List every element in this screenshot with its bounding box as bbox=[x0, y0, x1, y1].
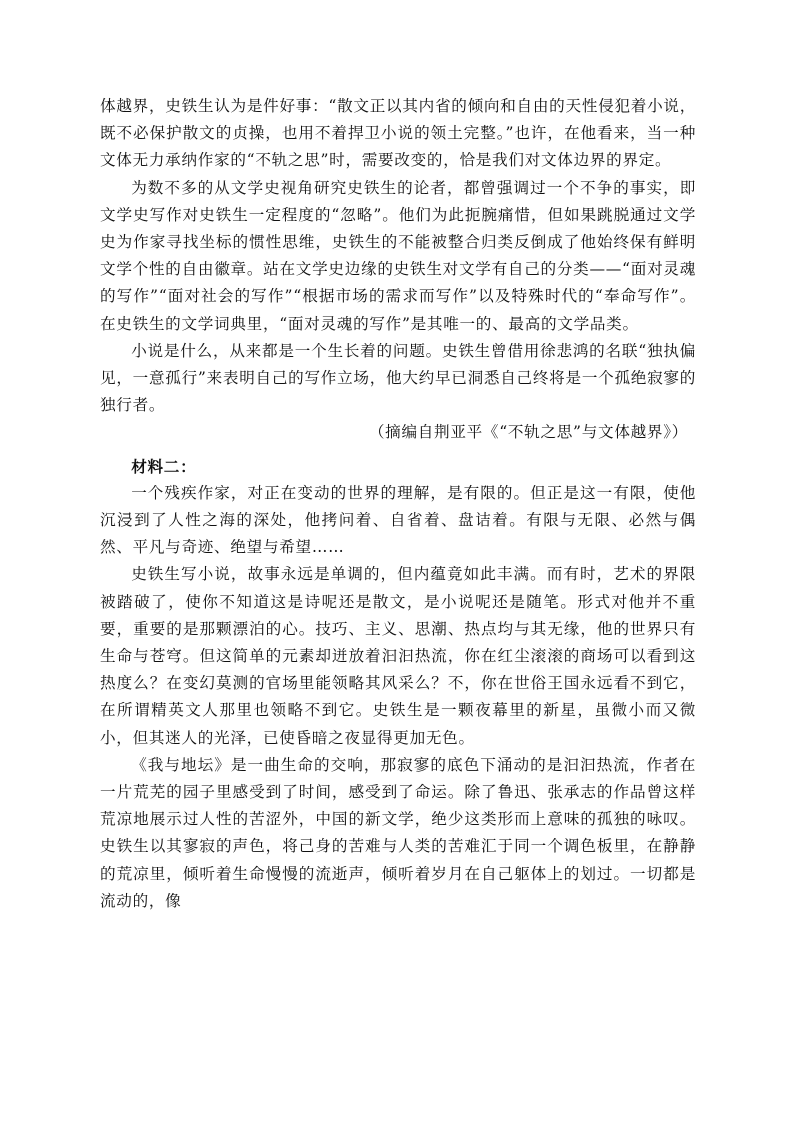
material-two-paragraph-2: 史铁生写小说，故事永远是单调的，但内蕴竟如此丰满。而有时，艺术的界限被踏破了，使你不知道这是诗呢还是散文，是小说呢还是随笔。形式对他并不重要，重要的是那颗漂泊的心。技巧、主义、思潮、热点均与其无缘，他的世界只有生命与苍穹。但这简单的元素却迸放着汩汩热流，你在红尘滚滚的商场可以看到这热度么？在变幻莫测的官场里能领略其风采么？不，你在世俗王国永远看不到它，在所谓精英文人那里也领略不到它。史铁生是一颗夜幕里的新星，虽微小而又微小，但其迷人的光泽，已使昏暗之夜显得更加无色。 bbox=[100, 565, 696, 747]
material-one-paragraph-1: 体越界，史铁生认为是件好事：“散文正以其内省的倾向和自由的天性侵犯着小说，既不必保护散文的贞操，也用不着捍卫小说的领土完整。”也许，在他看来，当一种文体无力承纳作家的“不轨之思”时，需要改变的，恰是我们对文体边界的界定。 bbox=[100, 97, 696, 170]
material-one-source-citation: （摘编自荆亚平《“不轨之思”与文体越界》） bbox=[368, 423, 688, 442]
document-body bbox=[100, 93, 696, 915]
material-two-heading: 材料二： bbox=[131, 456, 197, 476]
material-two-paragraph-1: 一个残疾作家，对正在变动的世界的理解，是有限的。但正是这一有限，使他沉浸到了人性之海的深处，他拷问着、自省着、盘诘着。有限与无限、必然与偶然、平凡与奇迹、绝望与希望…… bbox=[100, 483, 696, 557]
material-one-paragraph-3: 小说是什么，从来都是一个生长着的问题。史铁生曾借用徐悲鸿的名联“独执偏见，一意孤行”来表明自己的写作立场，他大约早已洞悉自己终将是一个孤绝寂寥的独行者。 bbox=[100, 341, 696, 415]
material-two-paragraph-3: 《我与地坛》是一曲生命的交响，那寂寥的底色下涌动的是汩汩热流，作者在一片荒芜的园子里感受到了时间，感受到了命运。除了鲁迅、张承志的作品曾这样荒凉地展示过人性的苦涩外，中国的新文学，绝少这类形而上意味的孤独的咏叹。史铁生以其寥寂的声色，将己身的苦难与人类的苦难汇于同一个调色板里，在静静的荒凉里，倾听着生命慢慢的流逝声，倾听着岁月在自己躯体上的划过。一切都是流动的，像 bbox=[100, 755, 696, 910]
material-one-paragraph-2: 为数不多的从文学史视角研究史铁生的论者，都曾强调过一个不争的事实，即文学史写作对史铁生一定程度的“忽略”。他们为此扼腕痛惜，但如果跳脱通过文学史为作家寻找坐标的惯性思维，史铁生的不能被整合归类反倒成了他始终保有鲜明文学个性的自由徽章。站在文学史边缘的史铁生对文学有自己的分类——“面对灵魂的写作”“面对社会的写作”“根据市场的需求而写作”以及特殊时代的“奉命写作”。在史铁生的文学词典里，“面对灵魂的写作”是其唯一的、最高的文学品类。 bbox=[100, 178, 696, 333]
